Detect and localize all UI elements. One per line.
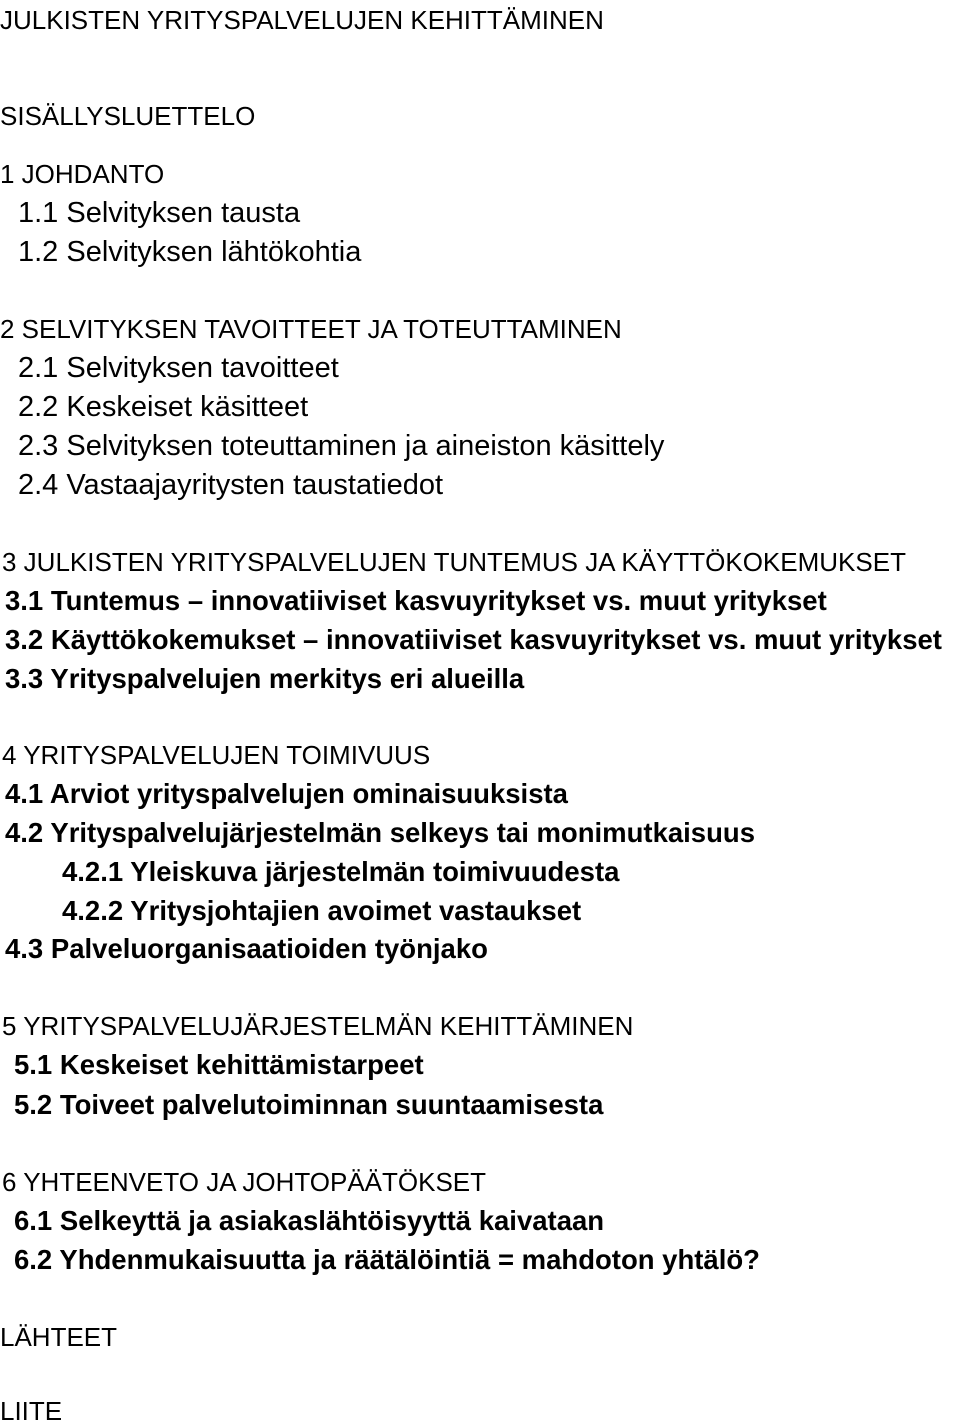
document-title: JULKISTEN YRITYSPALVELUJEN KEHITTÄMINEN bbox=[0, 5, 604, 35]
toc-item: 2.4 Vastaajayritysten taustatiedot bbox=[18, 469, 444, 501]
toc-subitem: 4.2.2 Yritysjohtajien avoimet vastaukset bbox=[62, 895, 582, 926]
toc-item: 2.1 Selvityksen tavoitteet bbox=[18, 352, 339, 384]
appendix-heading: LIITE bbox=[0, 1396, 63, 1426]
toc-item: 1.2 Selvityksen lähtökohtia bbox=[18, 236, 362, 268]
section-heading: 5 YRITYSPALVELUJÄRJESTELMÄN KEHITTÄMINEN bbox=[2, 1011, 634, 1041]
section-heading: 4 YRITYSPALVELUJEN TOIMIVUUS bbox=[2, 740, 431, 770]
toc-heading: SISÄLLYSLUETTELO bbox=[0, 101, 256, 131]
toc-item: 3.1 Tuntemus – innovatiiviset kasvuyritykset vs. muut yritykset bbox=[5, 585, 827, 616]
toc-item: 4.2 Yrityspalvelujärjestelmän selkeys tai monimutkaisuus bbox=[5, 817, 755, 848]
toc-item: 5.1 Keskeiset kehittämistarpeet bbox=[14, 1049, 424, 1080]
toc-subitem: 4.2.1 Yleiskuva järjestelmän toimivuudesta bbox=[62, 856, 620, 887]
toc-item: 3.2 Käyttökokemukset – innovatiiviset kasvuyritykset vs. muut yritykset bbox=[5, 624, 942, 655]
toc-item: 6.1 Selkeyttä ja asiakaslähtöisyyttä kaivataan bbox=[14, 1205, 605, 1236]
toc-item: 4.3 Palveluorganisaatioiden työnjako bbox=[5, 933, 488, 964]
toc-item: 1.1 Selvityksen tausta bbox=[18, 197, 301, 229]
section-heading: 1 JOHDANTO bbox=[0, 159, 165, 189]
toc-item: 2.3 Selvityksen toteuttaminen ja aineiston käsittely bbox=[18, 430, 665, 462]
references-heading: LÄHTEET bbox=[0, 1322, 118, 1352]
toc-item: 2.2 Keskeiset käsitteet bbox=[18, 391, 309, 423]
toc-item: 3.3 Yrityspalvelujen merkitys eri alueilla bbox=[5, 663, 525, 694]
section-heading: 6 YHTEENVETO JA JOHTOPÄÄTÖKSET bbox=[2, 1167, 487, 1197]
toc-item: 5.2 Toiveet palvelutoiminnan suuntaamisesta bbox=[14, 1089, 604, 1120]
toc-item: 6.2 Yhdenmukaisuutta ja räätälöintiä = mahdoton yhtälö? bbox=[14, 1244, 760, 1275]
toc-item: 4.1 Arviot yrityspalvelujen ominaisuuksista bbox=[5, 778, 568, 809]
section-heading: 2 SELVITYKSEN TAVOITTEET JA TOTEUTTAMINEN bbox=[0, 314, 622, 344]
section-heading: 3 JULKISTEN YRITYSPALVELUJEN TUNTEMUS JA KÄYTTÖKOKEMUKSET bbox=[2, 547, 906, 577]
